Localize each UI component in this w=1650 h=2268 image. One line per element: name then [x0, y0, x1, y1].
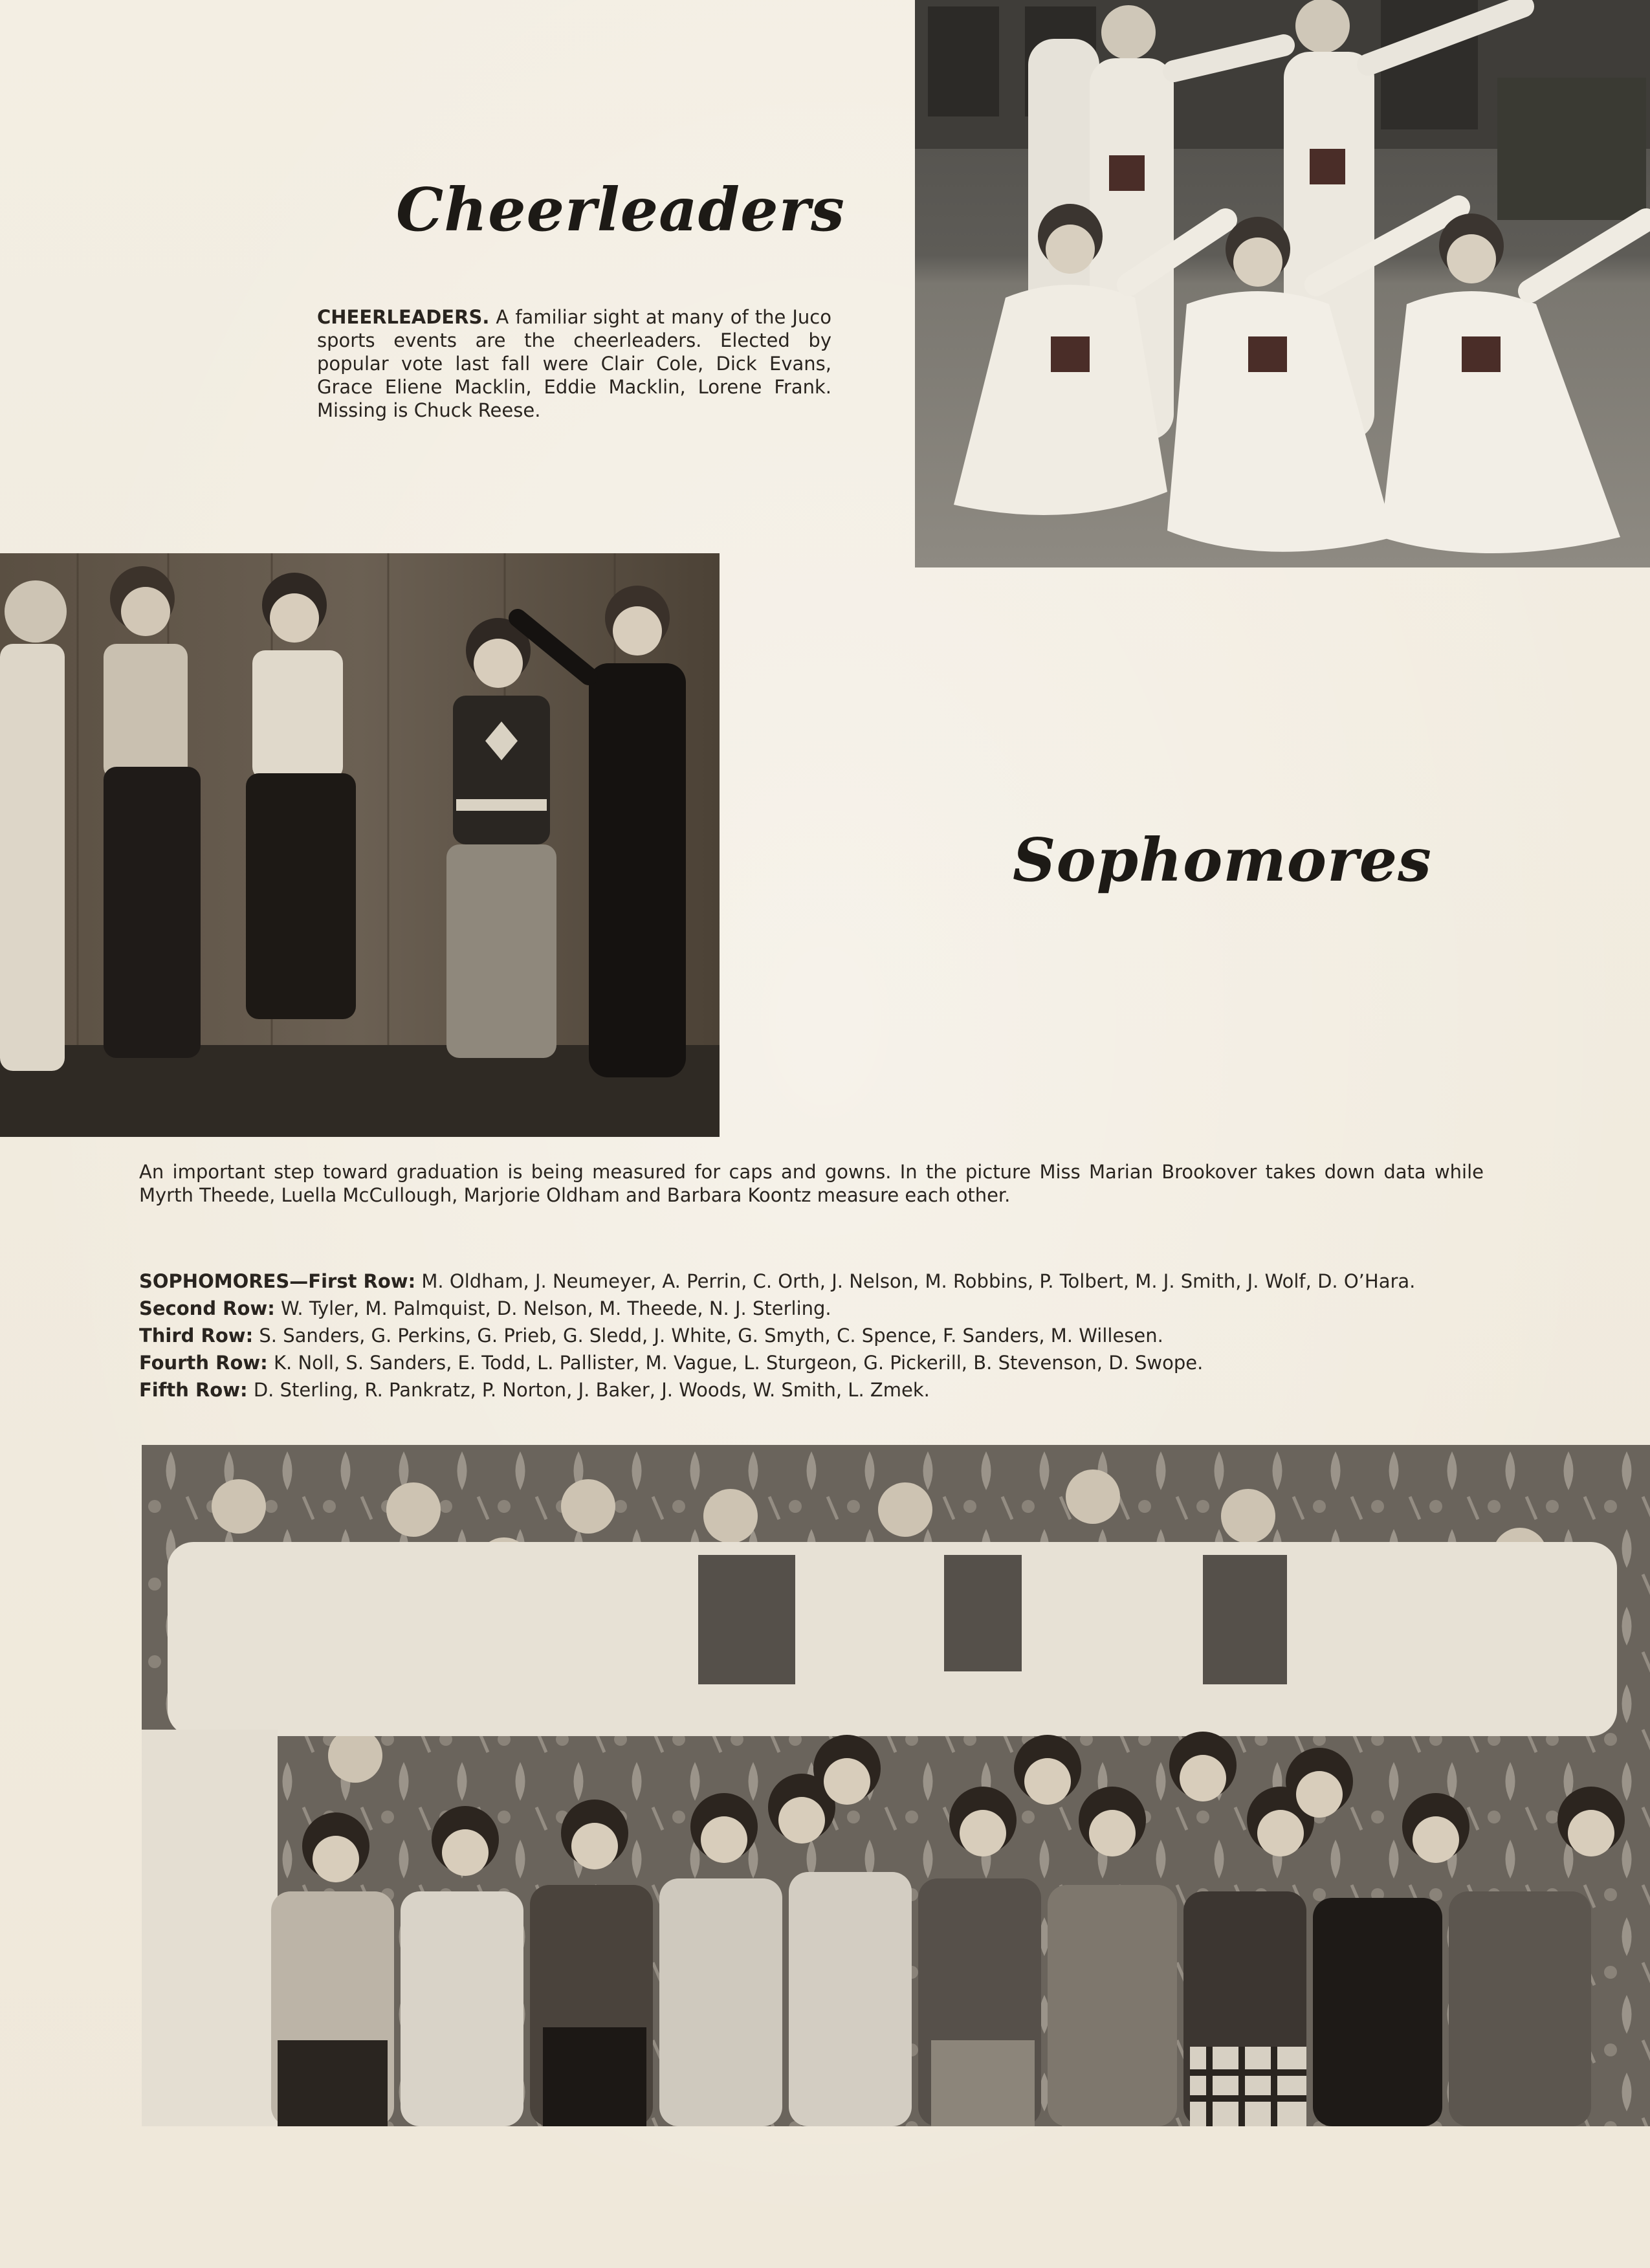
roster-row-label: First Row: [308, 1270, 416, 1292]
caps-and-gowns-photo [0, 553, 720, 1137]
roster-row-label: Second Row: [139, 1297, 275, 1319]
sophomores-group-photo-image [142, 1445, 1650, 2126]
roster-row-second [139, 1295, 1484, 1322]
roster-row-names: K. Noll, S. Sanders, E. Todd, L. Pallister, M. Vague, L. Sturgeon, G. Pickerill, B. Stevenson, D. Swope. [267, 1352, 1204, 1374]
roster-row-label: Third Row: [139, 1325, 254, 1347]
caps-and-gowns-caption: An important step toward graduation is being measured for caps and gowns. In the picture Miss Marian Brookover takes down data while Myrth Theede, Luella McCullough, Marjorie Oldham and Barbara Koontz measure each other. [139, 1161, 1484, 1206]
roster-row-fourth [139, 1349, 1484, 1376]
roster-row-fifth [139, 1376, 1484, 1404]
roster-row-names: W. Tyler, M. Palmquist, D. Nelson, M. Theede, N. J. Sterling. [274, 1297, 831, 1319]
roster-row-label: Fourth Row: [139, 1352, 268, 1374]
roster-heading: SOPHOMORES— [139, 1270, 309, 1292]
sophomores-group-photo [142, 1445, 1650, 2126]
roster-row-names: S. Sanders, G. Perkins, G. Prieb, G. Sledd, J. White, G. Smyth, C. Spence, F. Sanders, M. Willesen. [253, 1325, 1163, 1347]
cheerleaders-photo-image [915, 0, 1650, 567]
cheerleaders-body: A familiar sight at many of the Juco sports events are the cheerleaders. Elected by popular vote last fall were Clair Cole, Dick Evans, Grace Eliene Macklin, Eddie Macklin, Lorene Frank. Missing is Chuck Reese. [317, 306, 831, 421]
cheerleaders-lead: CHEERLEADERS. [317, 306, 490, 328]
roster-row-first [139, 1268, 1484, 1295]
sophomores-title: Sophomores [1013, 825, 1432, 895]
cheerleaders-description [317, 305, 831, 422]
sophomores-roster [139, 1268, 1484, 1404]
roster-row-third [139, 1322, 1484, 1349]
cheerleaders-photo [915, 0, 1650, 567]
roster-row-label: Fifth Row: [139, 1379, 248, 1401]
caps-and-gowns-photo-image [0, 553, 720, 1137]
cheerleaders-title: Cheerleaders [396, 175, 845, 245]
roster-row-names: D. Sterling, R. Pankratz, P. Norton, J. Baker, J. Woods, W. Smith, L. Zmek. [247, 1379, 930, 1401]
roster-row-names: M. Oldham, J. Neumeyer, A. Perrin, C. Orth, J. Nelson, M. Robbins, P. Tolbert, M. J. Smith, J. Wolf, D. O’Hara. [415, 1270, 1416, 1292]
